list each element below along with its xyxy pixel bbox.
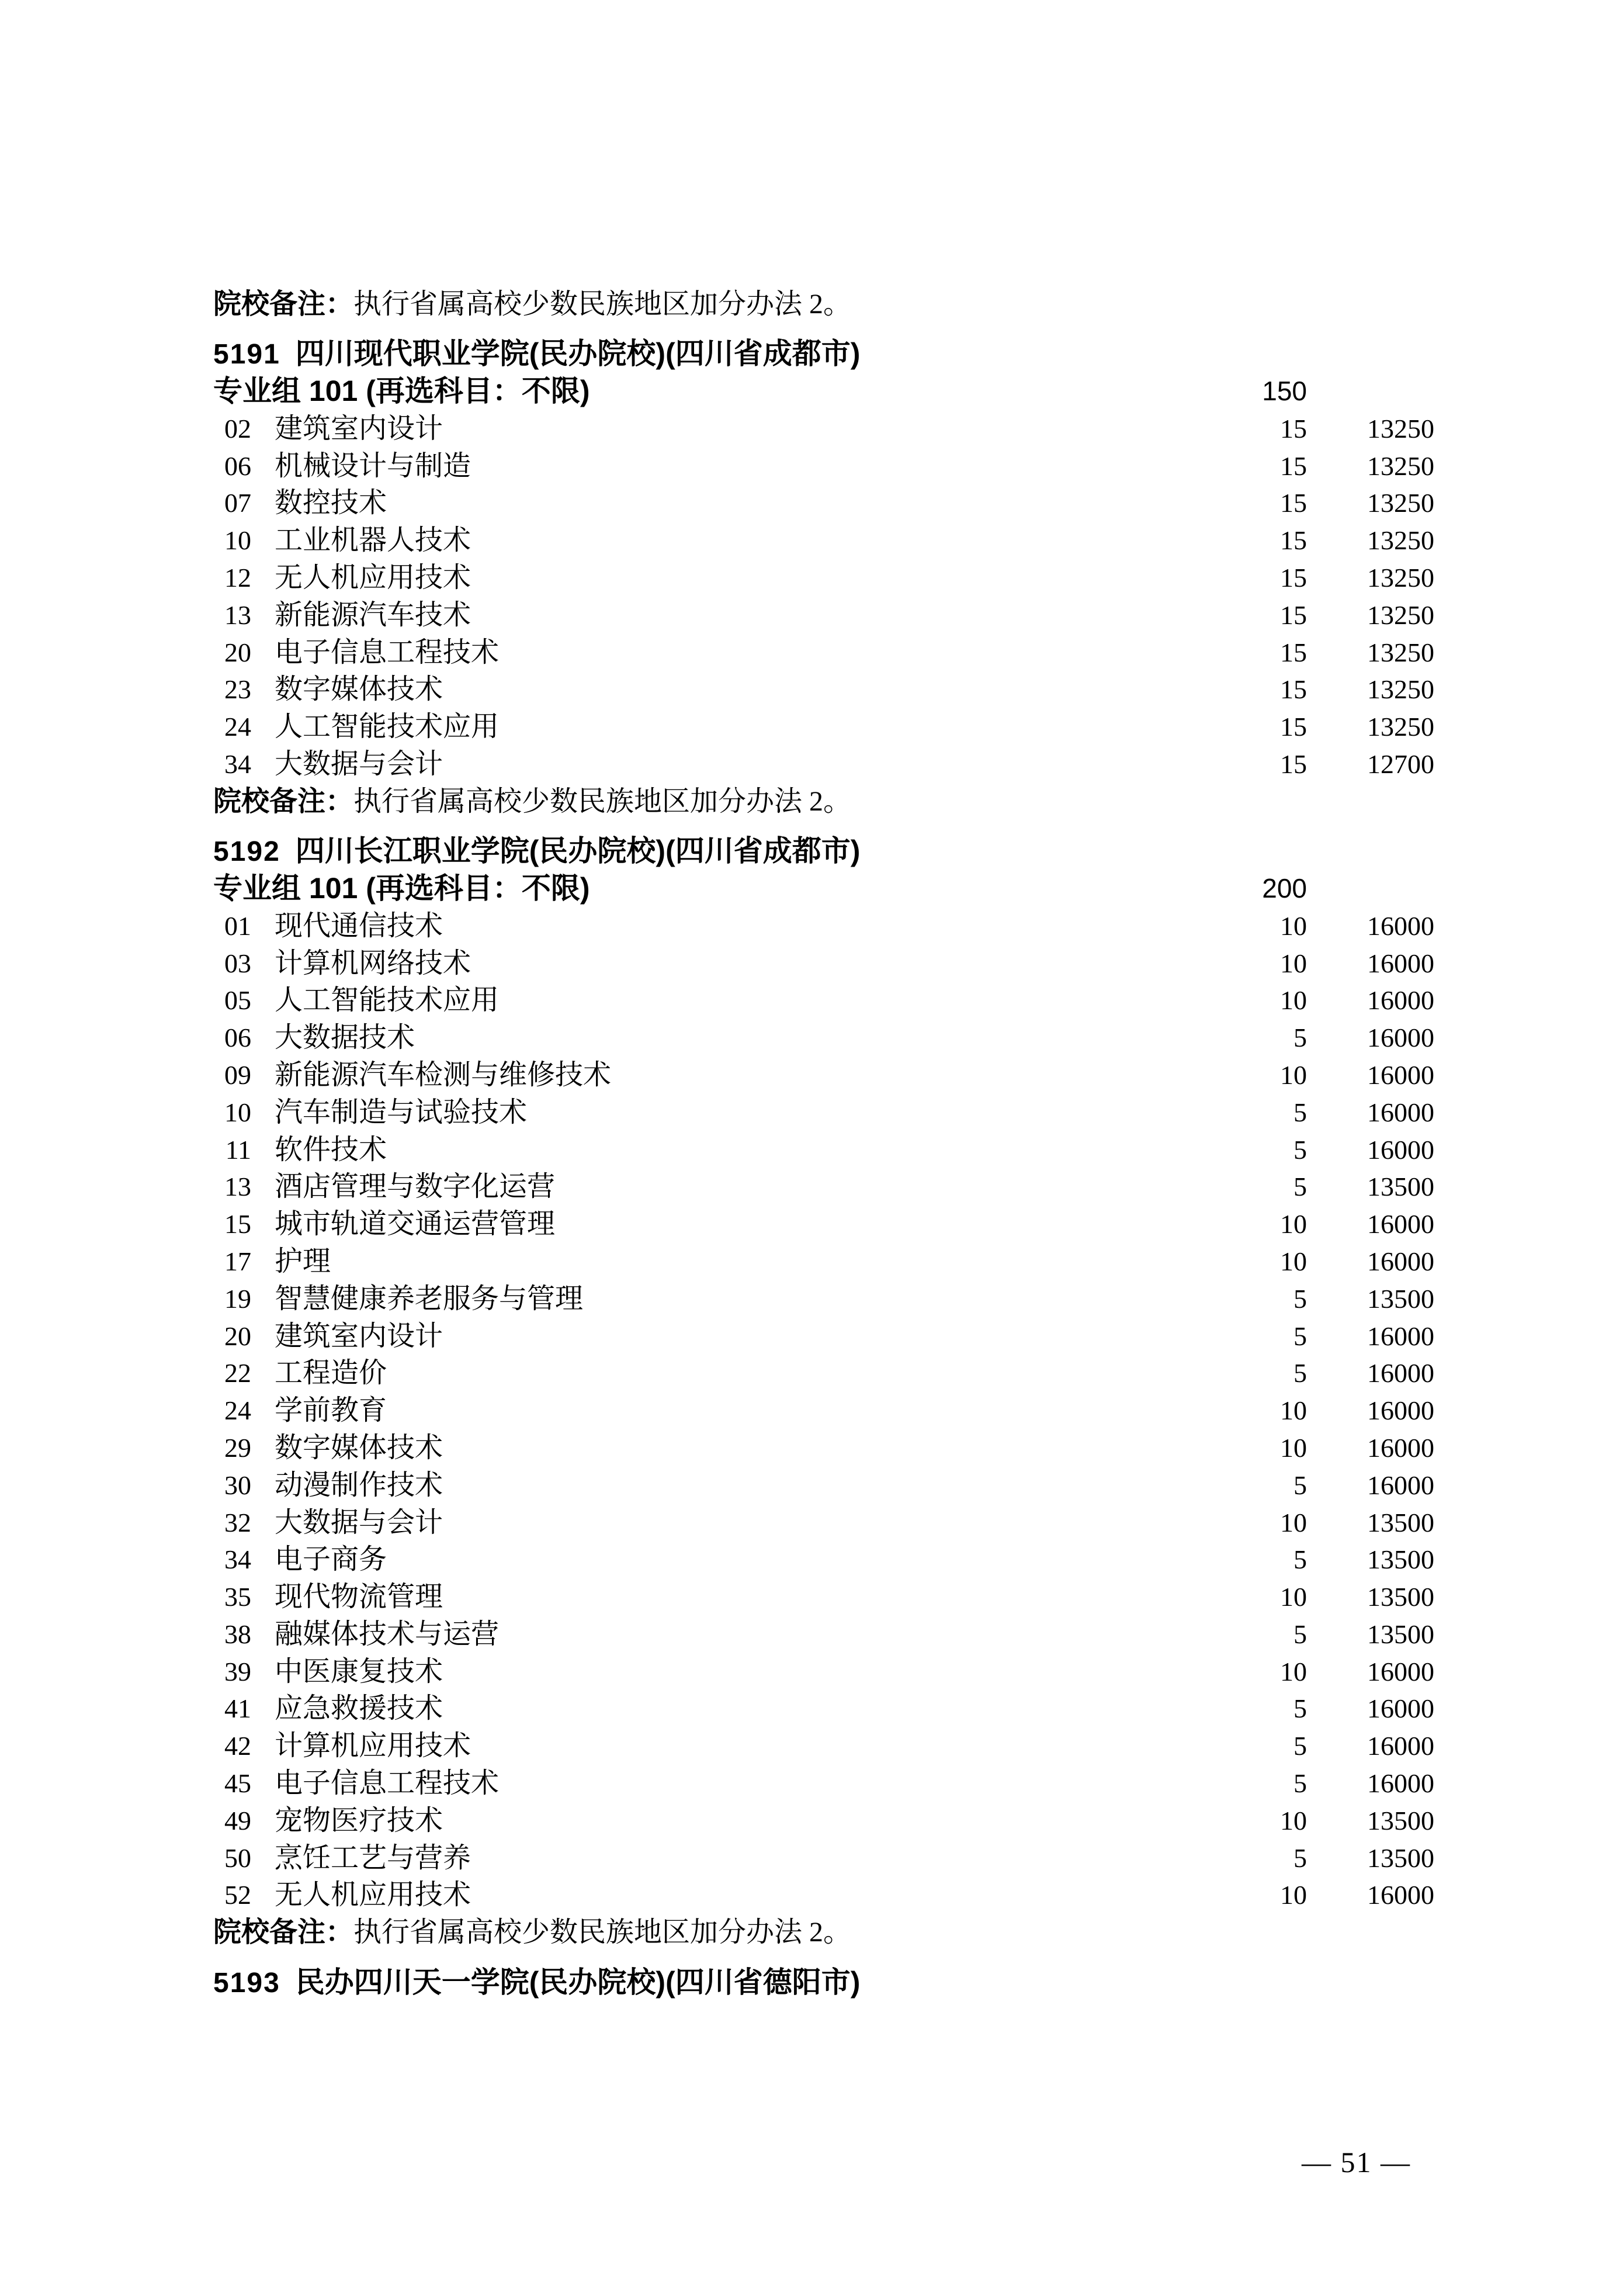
- major-fee: 13500: [1367, 1507, 1434, 1537]
- major-name: 建筑室内设计: [275, 413, 443, 444]
- remark-line: [0, 783, 1623, 820]
- major-fee: 16000: [1367, 1134, 1434, 1165]
- major-fee: 16000: [1367, 1656, 1434, 1686]
- major-count: 5: [1293, 1470, 1307, 1500]
- school-header: [0, 335, 1623, 373]
- school-code: 5192: [213, 836, 280, 868]
- major-count: 15: [1280, 749, 1307, 780]
- major-fee: 16000: [1367, 985, 1434, 1016]
- school-name: 民办四川天一学院(民办院校)(四川省德阳市): [295, 1965, 861, 1999]
- major-count: 10: [1280, 1805, 1307, 1836]
- major-count: 15: [1280, 674, 1307, 705]
- page-footer: [1268, 2106, 1411, 2179]
- major-fee: 16000: [1367, 1694, 1434, 1724]
- major-fee: 16000: [1367, 1321, 1434, 1351]
- major-code: 30: [224, 1470, 251, 1500]
- major-fee: 16000: [1367, 1470, 1434, 1500]
- major-row: [0, 708, 1623, 746]
- major-row: [0, 1318, 1623, 1355]
- major-count: 15: [1280, 525, 1307, 556]
- major-fee: 16000: [1367, 948, 1434, 978]
- major-count: 15: [1280, 488, 1307, 518]
- major-code: 07: [224, 488, 251, 518]
- major-code: 42: [224, 1731, 251, 1761]
- major-code: 34: [224, 1544, 251, 1575]
- major-count: 5: [1293, 1358, 1307, 1388]
- section-gap: [0, 1951, 1623, 1964]
- major-row: [0, 1653, 1623, 1691]
- major-fee: 12700: [1367, 749, 1434, 780]
- major-code: 10: [224, 525, 251, 556]
- major-name: 新能源汽车检测与维修技术: [275, 1059, 612, 1090]
- major-count: 5: [1293, 1283, 1307, 1314]
- major-count: 15: [1280, 637, 1307, 667]
- group-label: 专业组 101 (再选科目：不限): [213, 375, 590, 408]
- major-name: 数控技术: [275, 487, 387, 519]
- major-name: 烹饪工艺与营养: [275, 1842, 471, 1873]
- major-code: 09: [224, 1059, 251, 1090]
- major-fee: 16000: [1367, 1209, 1434, 1239]
- major-code: 06: [224, 1023, 251, 1053]
- major-count: 10: [1280, 1880, 1307, 1910]
- major-name: 智慧健康养老服务与管理: [275, 1283, 584, 1314]
- major-count: 10: [1280, 910, 1307, 941]
- major-name: 学前教育: [275, 1395, 387, 1426]
- major-row: [0, 671, 1623, 708]
- major-count: 5: [1293, 1172, 1307, 1202]
- major-fee: 13250: [1367, 600, 1434, 630]
- major-name: 酒店管理与数字化运营: [275, 1171, 556, 1203]
- major-row: [0, 1840, 1623, 1877]
- major-code: 13: [224, 600, 251, 630]
- major-count: 5: [1293, 1023, 1307, 1053]
- major-code: 03: [224, 948, 251, 978]
- major-row: [0, 1429, 1623, 1467]
- section-gap: [0, 820, 1623, 833]
- major-fee: 13500: [1367, 1582, 1434, 1612]
- remark-line: [0, 1914, 1623, 1951]
- major-row: [0, 1616, 1623, 1653]
- major-code: 20: [224, 1321, 251, 1351]
- major-row: [0, 1392, 1623, 1429]
- major-count: 10: [1280, 1507, 1307, 1537]
- major-code: 50: [224, 1843, 251, 1873]
- major-code: 10: [224, 1097, 251, 1127]
- major-code: 34: [224, 749, 251, 780]
- major-name: 护理: [275, 1245, 331, 1277]
- remark-text: 执行省属高校少数民族地区加分办法 2。: [353, 289, 852, 320]
- section-gap: [0, 323, 1623, 336]
- major-count: 5: [1293, 1843, 1307, 1873]
- major-fee: 13500: [1367, 1283, 1434, 1314]
- major-fee: 13250: [1367, 525, 1434, 556]
- major-count: 5: [1293, 1321, 1307, 1351]
- major-row: [0, 908, 1623, 945]
- major-fee: 16000: [1367, 1731, 1434, 1761]
- major-count: 10: [1280, 1395, 1307, 1426]
- major-fee: 13250: [1367, 712, 1434, 742]
- major-count: 15: [1280, 712, 1307, 742]
- major-count: 5: [1293, 1619, 1307, 1649]
- major-name: 计算机应用技术: [275, 1730, 471, 1762]
- group-total: 150: [1262, 376, 1307, 407]
- school-name: 四川长江职业学院(民办院校)(四川省成都市): [295, 834, 861, 868]
- major-fee: 13250: [1367, 413, 1434, 444]
- major-code: 29: [224, 1432, 251, 1463]
- major-code: 45: [224, 1768, 251, 1799]
- school-header: [0, 1964, 1623, 2001]
- major-fee: 16000: [1367, 1358, 1434, 1388]
- major-count: 5: [1293, 1544, 1307, 1575]
- major-code: 24: [224, 1395, 251, 1426]
- major-name: 工程造价: [275, 1357, 387, 1389]
- major-fee: 13250: [1367, 563, 1434, 593]
- major-row: [0, 410, 1623, 448]
- major-fee: 16000: [1367, 1097, 1434, 1127]
- major-row: [0, 522, 1623, 559]
- major-row: [0, 484, 1623, 522]
- major-name: 宠物医疗技术: [275, 1805, 443, 1836]
- major-name: 现代物流管理: [275, 1581, 443, 1613]
- major-fee: 16000: [1367, 910, 1434, 941]
- major-code: 24: [224, 712, 251, 742]
- major-row: [0, 1467, 1623, 1504]
- major-fee: 13250: [1367, 637, 1434, 667]
- major-name: 机械设计与制造: [275, 450, 471, 482]
- major-count: 10: [1280, 1246, 1307, 1276]
- major-count: 5: [1293, 1134, 1307, 1165]
- major-fee: 13250: [1367, 451, 1434, 481]
- major-count: 10: [1280, 1656, 1307, 1686]
- major-name: 动漫制作技术: [275, 1469, 443, 1501]
- school-code: 5191: [213, 339, 280, 370]
- major-count: 5: [1293, 1768, 1307, 1799]
- major-count: 10: [1280, 1432, 1307, 1463]
- major-fee: 13500: [1367, 1805, 1434, 1836]
- major-row: [0, 1019, 1623, 1057]
- major-name: 大数据技术: [275, 1022, 415, 1054]
- school-header: [0, 833, 1623, 870]
- major-count: 5: [1293, 1097, 1307, 1127]
- major-count: 10: [1280, 948, 1307, 978]
- major-code: 11: [225, 1134, 251, 1165]
- major-code: 13: [224, 1172, 251, 1202]
- major-fee: 13500: [1367, 1544, 1434, 1575]
- remark-label: 院校备注：: [213, 289, 354, 320]
- remark-label: 院校备注：: [213, 1917, 354, 1948]
- major-code: 12: [224, 563, 251, 593]
- major-group-header: [0, 870, 1623, 908]
- major-row: [0, 1802, 1623, 1840]
- major-name: 融媒体技术与运营: [275, 1618, 500, 1650]
- school-name: 四川现代职业学院(民办院校)(四川省成都市): [295, 337, 861, 370]
- major-count: 15: [1280, 563, 1307, 593]
- major-fee: 16000: [1367, 1023, 1434, 1053]
- major-row: [0, 1727, 1623, 1765]
- major-count: 10: [1280, 1059, 1307, 1090]
- major-group-header: [0, 373, 1623, 410]
- major-fee: 16000: [1367, 1246, 1434, 1276]
- major-code: 17: [224, 1246, 251, 1276]
- major-name: 新能源汽车技术: [275, 599, 471, 631]
- major-code: 23: [224, 674, 251, 705]
- major-row: [0, 448, 1623, 485]
- major-fee: 13500: [1367, 1843, 1434, 1873]
- major-row: [0, 1131, 1623, 1169]
- major-code: 49: [224, 1805, 251, 1836]
- major-name: 无人机应用技术: [275, 1879, 471, 1911]
- major-name: 现代通信技术: [275, 910, 443, 941]
- major-code: 22: [224, 1358, 251, 1388]
- major-row: [0, 1541, 1623, 1578]
- major-name: 数字媒体技术: [275, 674, 443, 705]
- major-count: 15: [1280, 600, 1307, 630]
- major-count: 10: [1280, 985, 1307, 1016]
- major-name: 软件技术: [275, 1134, 387, 1165]
- major-name: 人工智能技术应用: [275, 711, 500, 743]
- major-row: [0, 1355, 1623, 1392]
- major-name: 应急救援技术: [275, 1693, 443, 1724]
- major-name: 电子信息工程技术: [275, 636, 500, 668]
- major-row: [0, 1578, 1623, 1616]
- major-code: 20: [224, 637, 251, 667]
- major-name: 中医康复技术: [275, 1656, 443, 1687]
- major-code: 06: [224, 451, 251, 481]
- major-name: 工业机器人技术: [275, 525, 471, 556]
- major-name: 大数据与会计: [275, 749, 443, 780]
- major-row: [0, 1876, 1623, 1914]
- major-count: 15: [1280, 451, 1307, 481]
- major-row: [0, 1057, 1623, 1094]
- major-row: [0, 1206, 1623, 1243]
- content-area: [0, 286, 1623, 2001]
- major-row: [0, 1504, 1623, 1542]
- major-code: 02: [224, 413, 251, 444]
- major-code: 32: [224, 1507, 251, 1537]
- major-count: 15: [1280, 413, 1307, 444]
- major-row: [0, 1765, 1623, 1802]
- page-number: — 51 —: [1302, 2146, 1411, 2179]
- major-count: 10: [1280, 1582, 1307, 1612]
- major-row: [0, 559, 1623, 597]
- remark-text: 执行省属高校少数民族地区加分办法 2。: [353, 785, 852, 817]
- major-row: [0, 597, 1623, 634]
- major-row: [0, 982, 1623, 1019]
- major-code: 05: [224, 985, 251, 1016]
- major-row: [0, 634, 1623, 671]
- major-name: 电子商务: [275, 1544, 387, 1575]
- major-name: 数字媒体技术: [275, 1432, 443, 1463]
- major-fee: 16000: [1367, 1880, 1434, 1910]
- group-total: 200: [1262, 872, 1307, 903]
- major-row: [0, 1280, 1623, 1318]
- remark-line: [0, 286, 1623, 323]
- major-fee: 16000: [1367, 1768, 1434, 1799]
- remark-text: 执行省属高校少数民族地区加分办法 2。: [353, 1917, 852, 1948]
- major-count: 5: [1293, 1694, 1307, 1724]
- major-fee: 16000: [1367, 1059, 1434, 1090]
- major-row: [0, 746, 1623, 783]
- major-code: 52: [224, 1880, 251, 1910]
- remark-label: 院校备注：: [213, 785, 354, 817]
- major-fee: 13500: [1367, 1619, 1434, 1649]
- major-row: [0, 945, 1623, 982]
- major-name: 人工智能技术应用: [275, 985, 500, 1016]
- major-row: [0, 1690, 1623, 1727]
- major-name: 城市轨道交通运营管理: [275, 1208, 556, 1240]
- group-label: 专业组 101 (再选科目：不限): [213, 871, 590, 905]
- major-name: 大数据与会计: [275, 1507, 443, 1538]
- major-fee: 16000: [1367, 1395, 1434, 1426]
- major-row: [0, 1243, 1623, 1280]
- major-row: [0, 1168, 1623, 1206]
- major-fee: 16000: [1367, 1432, 1434, 1463]
- major-name: 汽车制造与试验技术: [275, 1096, 528, 1128]
- major-name: 电子信息工程技术: [275, 1768, 500, 1799]
- major-code: 35: [224, 1582, 251, 1612]
- major-count: 10: [1280, 1209, 1307, 1239]
- major-code: 39: [224, 1656, 251, 1686]
- major-count: 5: [1293, 1731, 1307, 1761]
- major-name: 建筑室内设计: [275, 1320, 443, 1352]
- major-fee: 13250: [1367, 674, 1434, 705]
- major-code: 19: [224, 1283, 251, 1314]
- major-fee: 13250: [1367, 488, 1434, 518]
- major-row: [0, 1094, 1623, 1131]
- major-code: 15: [224, 1209, 251, 1239]
- major-name: 无人机应用技术: [275, 562, 471, 594]
- school-code: 5193: [213, 1967, 280, 1999]
- major-code: 41: [224, 1694, 251, 1724]
- major-code: 38: [224, 1619, 251, 1649]
- major-fee: 13500: [1367, 1172, 1434, 1202]
- major-code: 01: [224, 910, 251, 941]
- major-name: 计算机网络技术: [275, 947, 471, 979]
